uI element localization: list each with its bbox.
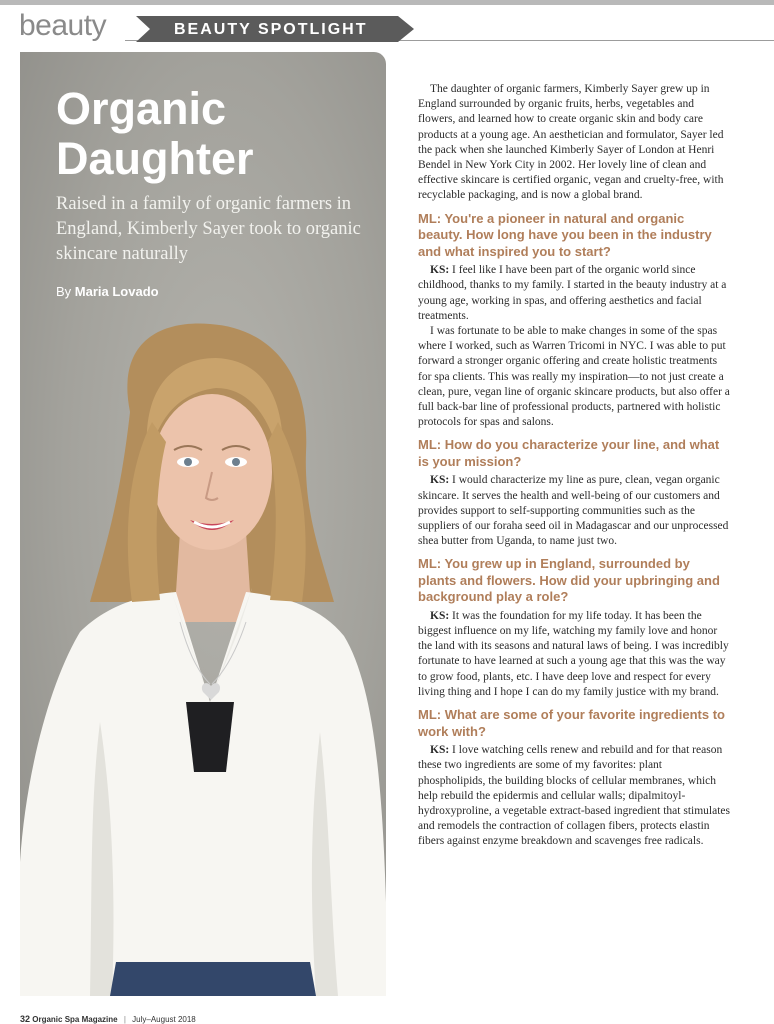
page-footer (20, 1014, 196, 1024)
article-title (56, 84, 254, 184)
article-subtitle: Raised in a family of organic farmers in England, Kimberly Sayer took to organic skincare naturally (56, 194, 361, 264)
section-banner (136, 16, 414, 42)
speaker-label: KS: (430, 264, 450, 277)
question-3: ML: You grew up in England, surrounded by plants and flowers. How did your upbringing and background play a role? (418, 556, 720, 605)
top-rule (0, 0, 774, 5)
jeans (110, 962, 316, 996)
answer-4: KS: I love watching cells renew and rebuild and for that reason these two ingredients are some of my favorites: plant phospholipids, the building blocks of cellular membranes, which help rebuild the epidermis and cellular walls; dipalmitoyl-hydroxyproline, a vegetable extract-based ingredient that stimulates and remodels the contraction of collagen fibers, protects elastin fibers against enzyme breakdown and scavenges free radicals. (418, 744, 730, 848)
byline (56, 284, 159, 299)
question-4: ML: What are some of your favorite ingredients to work with? (418, 707, 725, 739)
footer-separator: | (123, 1015, 126, 1024)
black-top (186, 702, 234, 772)
speaker-label: KS: (430, 744, 450, 757)
magazine-name: Organic Spa Magazine (32, 1015, 118, 1024)
speaker-label: KS: (430, 474, 450, 487)
hero-panel (20, 52, 386, 996)
answer-1-continued: I was fortunate to be able to make changes in some of the spas where I worked, such as Warren Tricomi in NYC. I was able to put forward a stronger organic offering and create holistic treatments for spa clients. This was really my inspiration—to not just create a clean, pure, vegan line of organic skincare products, but also offer a full back-bar line of professional products, partnered with holistic protocols for spas and salons. (418, 324, 730, 429)
question-1: ML: You're a pioneer in natural and organic beauty. How long have you been in the industry and what inspired you to start? (418, 210, 712, 259)
article-body (418, 82, 730, 850)
byline-author: Maria Lovado (74, 284, 159, 299)
answer-3: KS: It was the foundation for my life today. It has been the biggest influence on my life, watching my family love and honor the land with its seasons and natural laws of being. I was incredibly fortunate to have learned at such a young age that this was the way to grow food, plants, etc. I have deep love and respect for every living thing and I hope I can do my family justice with my brand. (418, 609, 729, 698)
question-2: ML: How do you characterize your line, and what is your mission? (418, 437, 720, 469)
title-line-1: Organic (56, 83, 227, 134)
banner-title: BEAUTY SPOTLIGHT (174, 21, 368, 38)
intro-paragraph: The daughter of organic farmers, Kimberly Sayer grew up in England surrounded by organic fruits, herbs, vegetables and flowers, and learned how to create organic skin and body care products at a young age. An aesthetician and formulator, Sayer led the pack when she launched Kimberly Sayer of London at Henri Bendel in New York City in 2002. Her lovely line of clean and effective skincare is certified organic, vegan and cruelty-free, with recyclable packaging, and is now a global brand. (418, 83, 724, 202)
section-label: beauty (19, 9, 107, 42)
byline-prefix: By (56, 284, 72, 299)
answer-1: KS: I feel like I have been part of the organic world since childhood, thanks to my family. I started in the beauty industry at a young age, working in spas, and offering aesthetics and facial treatments. (418, 264, 727, 322)
speaker-label: KS: (430, 609, 450, 622)
page-number: 32 (20, 1014, 31, 1024)
portrait-photo (20, 302, 386, 996)
answer-2: KS: I would characterize my line as pure, clean, vegan organic skincare. It serves the health and well-being of our customers and provides support to self-supporting communities such as the suppliers of our foraha seed oil in Madagascar and our unprocessed shea butter from Uganda, to name just two. (418, 474, 729, 548)
issue-date: July–August 2018 (132, 1015, 196, 1024)
title-line-2: Daughter (56, 133, 254, 184)
